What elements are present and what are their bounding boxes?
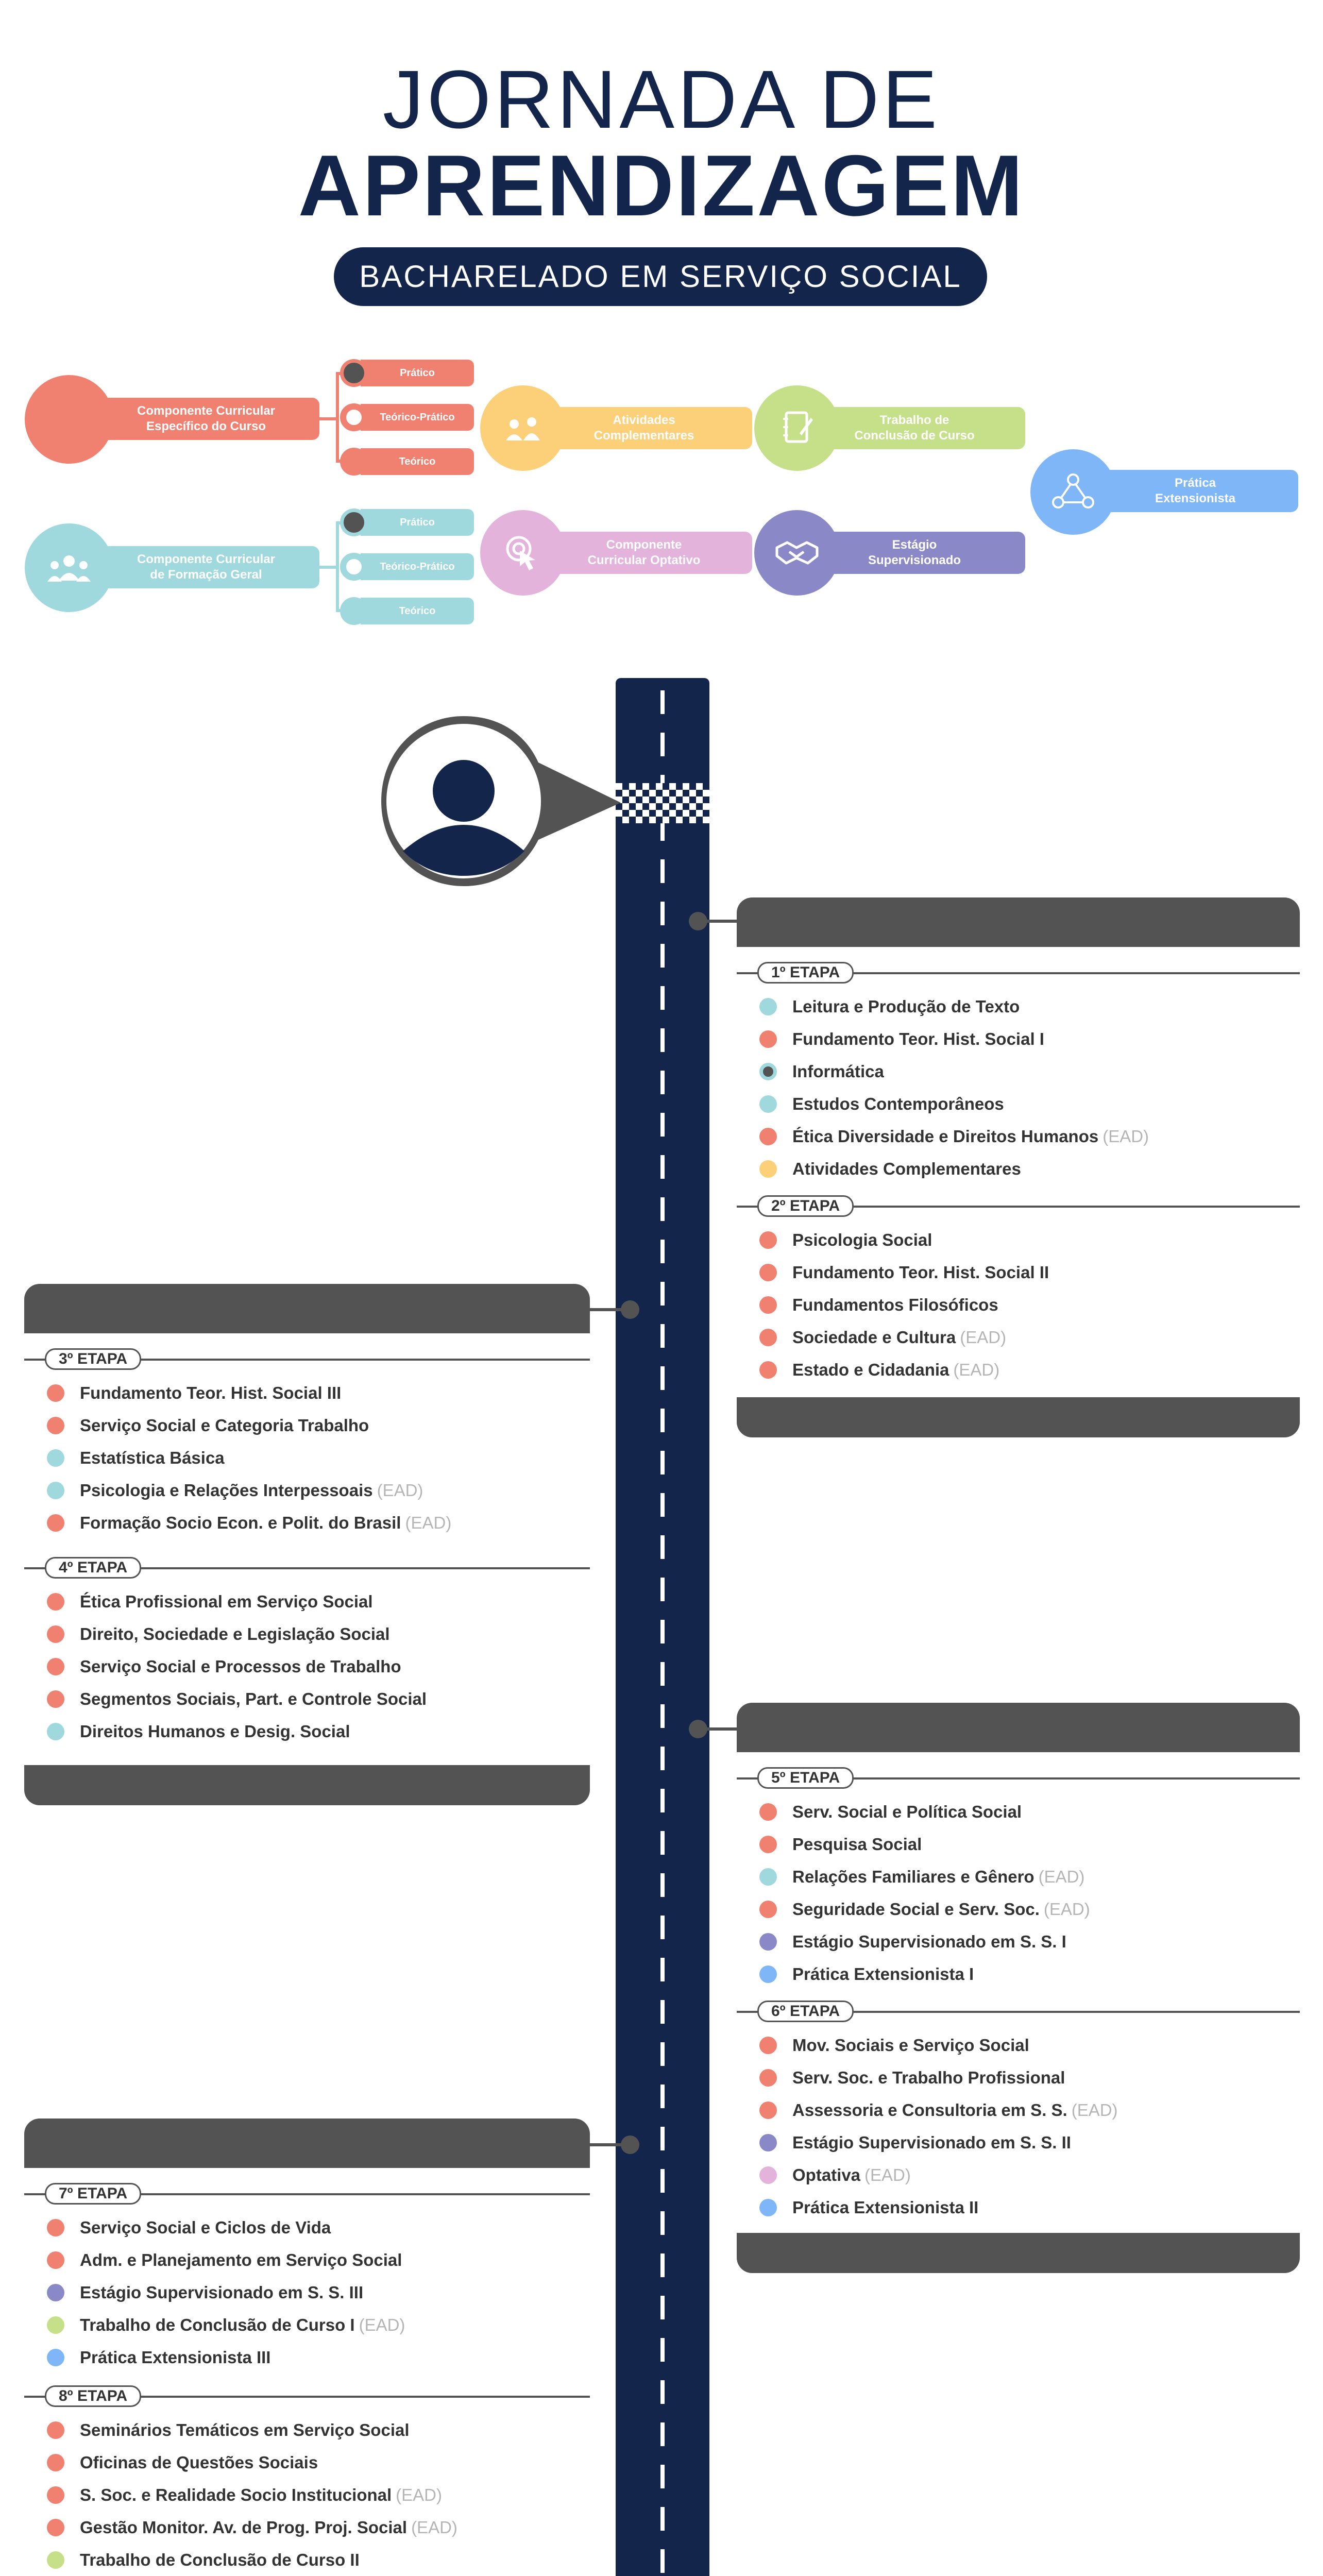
course-type-dot [759, 2166, 777, 2184]
course-type-dot [47, 2454, 64, 2471]
course-type-dot [759, 2037, 777, 2054]
ead-tag: (EAD) [396, 2485, 442, 2504]
course-type-dot [759, 1128, 777, 1145]
etapa-8-divider [24, 2385, 590, 2406]
legend-sub-teorico-label: Teórico [399, 605, 436, 617]
course-item [759, 2126, 1300, 2159]
course-type-dot [47, 2284, 64, 2301]
connector-line [698, 920, 739, 923]
legend-dot-ring [340, 509, 368, 536]
course-type-dot [759, 2102, 777, 2119]
course-name: Ética Profissional em Serviço Social [80, 1591, 373, 1611]
card-footer [737, 1397, 1300, 1437]
card-header [737, 1703, 1300, 1752]
card-etapas-3-4 [24, 1284, 590, 1805]
course-name: Segmentos Sociais, Part. e Controle Social [80, 1689, 427, 1708]
legend-sub-pratico [361, 360, 474, 386]
legend-dot-ring [340, 359, 368, 387]
course-item [759, 1321, 1300, 1353]
course-name: Mov. Sociais e Serviço Social [792, 2035, 1029, 2055]
course-name: Ética Diversidade e Direitos Humanos [792, 1126, 1099, 1146]
road-center-line [660, 690, 665, 2576]
start-checker-band [616, 783, 709, 823]
etapa-4-list [47, 1585, 590, 1748]
etapa-7-divider [24, 2183, 590, 2204]
course-type-dot [759, 2069, 777, 2087]
course-name: Prática Extensionista III [80, 2347, 271, 2367]
course-name: Gestão Monitor. Av. de Prog. Proj. Social [80, 2517, 408, 2537]
course-item [759, 1023, 1300, 1055]
etapa-6-divider [737, 2001, 1300, 2021]
course-item [47, 1585, 590, 1618]
ead-tag: (EAD) [1038, 1867, 1085, 1886]
course-name: Optativa [792, 2165, 861, 2184]
legend-extensionista-circle [1030, 449, 1116, 535]
ead-tag: (EAD) [1071, 2100, 1118, 2120]
course-item [47, 2544, 590, 2576]
ead-tag: (EAD) [953, 1360, 1000, 1379]
etapa-3-list [47, 1377, 590, 1539]
touch-icon [502, 532, 544, 573]
course-item [759, 1828, 1300, 1860]
connector-line [698, 1727, 739, 1731]
ead-tag: (EAD) [411, 2517, 457, 2537]
course-item [47, 2414, 590, 2446]
course-name: Estágio Supervisionado em S. S. I [792, 1931, 1066, 1951]
ead-tag: (EAD) [377, 1480, 423, 1500]
course-type-dot [759, 1160, 777, 1178]
course-name: Estudos Contemporâneos [792, 1094, 1004, 1113]
course-name: Serviço Social e Ciclos de Vida [80, 2217, 331, 2237]
etapa-4-divider [24, 1557, 590, 1578]
legend-estagio-label: Estágio Supervisionado [868, 538, 961, 567]
course-type-dot [759, 1095, 777, 1113]
etapa-2-divider [737, 1195, 1300, 1216]
legend-atividades-circle [480, 385, 566, 471]
etapa-1-list [759, 990, 1300, 1185]
legend-optativo-bar [536, 532, 752, 574]
course-item [47, 1506, 590, 1539]
course-type-dot [47, 1593, 64, 1611]
course-type-dot [759, 1296, 777, 1314]
course-item [759, 1795, 1300, 1828]
card-header [24, 2119, 590, 2168]
course-type-dot [759, 2134, 777, 2151]
legend-extensionista-bar [1092, 470, 1298, 512]
course-name: Seguridade Social e Serv. Soc. [792, 1899, 1040, 1919]
course-name: Sociedade e Cultura [792, 1327, 956, 1347]
course-type-dot [759, 1901, 777, 1918]
start-pin [371, 711, 629, 896]
ead-tag: (EAD) [405, 1513, 452, 1532]
course-item [759, 2191, 1300, 2224]
course-item [759, 1153, 1300, 1185]
etapa-6-list [759, 2029, 1300, 2224]
course-name: S. Soc. e Realidade Socio Institucional [80, 2485, 392, 2504]
legend-especifico-label: Componente Curricular Específico do Curso [137, 404, 276, 433]
course-item [47, 1409, 590, 1442]
legend-dot-ring [340, 403, 368, 431]
course-name: Fundamento Teor. Hist. Social III [80, 1383, 342, 1402]
legend-sub-teorico [361, 448, 474, 475]
course-type-dot [759, 1030, 777, 1048]
card-header [24, 1284, 590, 1333]
legend-sub-teorico-label: Teórico [399, 455, 436, 467]
course-item [47, 2211, 590, 2244]
course-item [47, 1683, 590, 1715]
etapa-7-list [47, 2211, 590, 2374]
course-type-dot [47, 1690, 64, 1708]
course-name: Fundamento Teor. Hist. Social I [792, 1029, 1044, 1048]
connector-knob [621, 2136, 639, 2154]
course-item [47, 1715, 590, 1748]
people-icon [43, 550, 95, 586]
bracket-line [336, 372, 339, 463]
etapa-2-label: 2º ETAPA [757, 1195, 854, 1217]
legend-sub-teorico-pratico-label: Teórico-Prático [380, 561, 455, 572]
course-item [759, 2061, 1300, 2094]
course-item [759, 2159, 1300, 2191]
course-item [759, 1958, 1300, 1990]
course-type-dot [759, 1803, 777, 1821]
course-item [759, 2029, 1300, 2061]
legend-atividades-bar [536, 407, 752, 449]
course-name: Trabalho de Conclusão de Curso I [80, 2315, 355, 2334]
course-item [759, 1224, 1300, 1256]
subtitle-pill: BACHARELADO EM SERVIÇO SOCIAL [334, 247, 987, 306]
course-type-dot [759, 1361, 777, 1379]
course-name: Relações Familiares e Gênero [792, 1867, 1034, 1886]
etapa-4-label: 4º ETAPA [45, 1557, 141, 1579]
course-type-dot [47, 2519, 64, 2536]
course-item [759, 2094, 1300, 2126]
course-item [759, 1256, 1300, 1289]
legend-atividades-label: Atividades Complementares [593, 413, 694, 443]
course-name: Serviço Social e Categoria Trabalho [80, 1415, 369, 1435]
course-type-dot [47, 1449, 64, 1467]
legend-especifico-circle [25, 375, 113, 464]
course-type-dot [47, 2486, 64, 2504]
course-name: Psicologia e Relações Interpessoais [80, 1480, 373, 1500]
card-header [737, 897, 1300, 947]
legend-dot-solid [340, 597, 368, 625]
course-item [47, 1474, 590, 1506]
course-item [759, 990, 1300, 1023]
legend-extensionista-label: Prática Extensionista [1155, 476, 1236, 505]
course-item [759, 1353, 1300, 1386]
course-type-dot [759, 1836, 777, 1853]
course-name: Informática [792, 1061, 884, 1081]
course-name: Prática Extensionista I [792, 1964, 974, 1984]
student-icon [433, 760, 495, 822]
card-etapas-7-8 [24, 2119, 590, 2576]
course-type-dot [47, 2316, 64, 2334]
course-type-dot [759, 1231, 777, 1249]
course-type-dot [47, 1384, 64, 1402]
course-item [47, 1618, 590, 1650]
course-name: Estágio Supervisionado em S. S. II [792, 2132, 1071, 2152]
course-type-dot [759, 998, 777, 1015]
course-name: Fundamento Teor. Hist. Social II [792, 1262, 1049, 1282]
course-name: Assessoria e Consultoria em S. S. [792, 2100, 1067, 2120]
ead-tag: (EAD) [960, 1327, 1007, 1347]
course-type-dot [47, 1482, 64, 1499]
course-type-dot [47, 1417, 64, 1434]
course-item [47, 2446, 590, 2479]
course-type-dot [759, 1965, 777, 1983]
network-icon [1050, 471, 1096, 513]
etapa-3-label: 3º ETAPA [45, 1348, 141, 1370]
handshake-icon [774, 537, 820, 568]
legend-optativo-label: Componente Curricular Optativo [587, 538, 701, 567]
course-type-dot [47, 2421, 64, 2439]
course-name: Adm. e Planejamento em Serviço Social [80, 2250, 402, 2269]
course-type-dot [47, 2251, 64, 2269]
course-item [759, 1860, 1300, 1893]
legend-sub-teorico-pratico [361, 404, 474, 431]
ead-tag: (EAD) [1043, 1899, 1090, 1919]
notebook-icon [779, 408, 815, 449]
legend-sub-pratico-geral [361, 509, 474, 536]
course-name: Serv. Soc. e Trabalho Profissional [792, 2067, 1065, 2087]
course-type-dot [47, 1723, 64, 1740]
course-item [47, 1377, 590, 1409]
legend-dot-solid [340, 448, 368, 476]
legend-sub-teorico-pratico-label: Teórico-Prático [380, 411, 455, 423]
course-name: Formação Socio Econ. e Polit. do Brasil [80, 1513, 401, 1532]
course-name: Oficinas de Questões Sociais [80, 2452, 318, 2472]
course-type-dot [759, 1063, 777, 1080]
legend-tcc-label: Trabalho de Conclusão de Curso [854, 413, 975, 443]
course-type-dot [47, 1625, 64, 1643]
course-name: Atividades Complementares [792, 1159, 1021, 1178]
course-item [759, 1088, 1300, 1120]
course-type-dot [47, 2349, 64, 2366]
course-name: Trabalho de Conclusão de Curso II [80, 2550, 360, 2569]
course-type-dot [759, 1933, 777, 1951]
legend-tcc-circle [754, 385, 840, 471]
course-item [47, 2479, 590, 2511]
legend-optativo-circle [480, 510, 566, 596]
course-item [47, 2244, 590, 2276]
etapa-8-label: 8º ETAPA [45, 2385, 141, 2407]
legend-sub-teorico-pratico-geral [361, 553, 474, 580]
course-type-dot [759, 1868, 777, 1886]
ead-tag: (EAD) [864, 2165, 911, 2184]
course-item [47, 2276, 590, 2309]
etapa-8-list [47, 2414, 590, 2576]
etapa-7-label: 7º ETAPA [45, 2183, 141, 2205]
course-name: Estágio Supervisionado em S. S. III [80, 2282, 364, 2302]
course-type-dot [759, 2199, 777, 2216]
course-name: Serviço Social e Processos de Trabalho [80, 1656, 401, 1676]
course-type-dot [47, 2551, 64, 2569]
course-name: Serv. Social e Política Social [792, 1802, 1022, 1821]
course-name: Leitura e Produção de Texto [792, 996, 1020, 1016]
course-item [47, 2309, 590, 2341]
group-icon [500, 413, 546, 444]
etapa-3-divider [24, 1348, 590, 1369]
course-item [47, 2511, 590, 2544]
legend-geral-circle [25, 523, 113, 612]
title-line-1: JORNADA DE [382, 53, 941, 145]
ead-tag: (EAD) [1102, 1126, 1149, 1146]
etapa-5-divider [737, 1767, 1300, 1788]
course-name: Seminários Temáticos em Serviço Social [80, 2420, 410, 2439]
connector-knob [621, 1300, 639, 1319]
legend-estagio-circle [754, 510, 840, 596]
course-name: Pesquisa Social [792, 1834, 922, 1854]
etapa-6-label: 6º ETAPA [757, 2001, 854, 2022]
title-line-2: APRENDIZAGEM [298, 137, 1025, 234]
course-name: Psicologia Social [792, 1230, 932, 1249]
legend-geral-label: Componente Curricular de Formação Geral [137, 552, 276, 582]
course-item [759, 1120, 1300, 1153]
etapa-1-divider [737, 962, 1300, 982]
course-name: Estado e Cidadania [792, 1360, 949, 1379]
course-type-dot [47, 1658, 64, 1675]
course-name: Prática Extensionista II [792, 2197, 979, 2217]
legend-sub-pratico-label: Prático [400, 367, 435, 379]
card-footer [24, 1765, 590, 1805]
course-item [759, 1925, 1300, 1958]
course-name: Estatística Básica [80, 1448, 225, 1467]
course-item [759, 1893, 1300, 1925]
etapa-5-label: 5º ETAPA [757, 1767, 854, 1789]
legend-dot-ring [340, 553, 368, 581]
course-item [759, 1289, 1300, 1321]
course-name: Direito, Sociedade e Legislação Social [80, 1624, 390, 1643]
course-item [47, 1650, 590, 1683]
legend-sub-pratico-label: Prático [400, 516, 435, 528]
course-item [759, 1055, 1300, 1088]
etapa-2-list [759, 1224, 1300, 1386]
etapa-5-list [759, 1795, 1300, 1990]
course-name: Fundamentos Filosóficos [792, 1295, 998, 1314]
bracket-line [336, 521, 339, 612]
course-type-dot [47, 2219, 64, 2236]
card-footer [737, 2233, 1300, 2273]
etapa-1-label: 1º ETAPA [757, 962, 854, 984]
course-item [47, 1442, 590, 1474]
legend-sub-teorico-geral [361, 598, 474, 624]
legend [0, 340, 1323, 629]
course-item [47, 2341, 590, 2374]
course-type-dot [759, 1264, 777, 1281]
course-name: Direitos Humanos e Desig. Social [80, 1721, 350, 1741]
course-type-dot [47, 1514, 64, 1532]
card-etapas-5-6 [737, 1703, 1300, 2273]
card-etapas-1-2 [737, 897, 1300, 1437]
course-type-dot [759, 1329, 777, 1346]
ead-tag: (EAD) [359, 2315, 405, 2334]
